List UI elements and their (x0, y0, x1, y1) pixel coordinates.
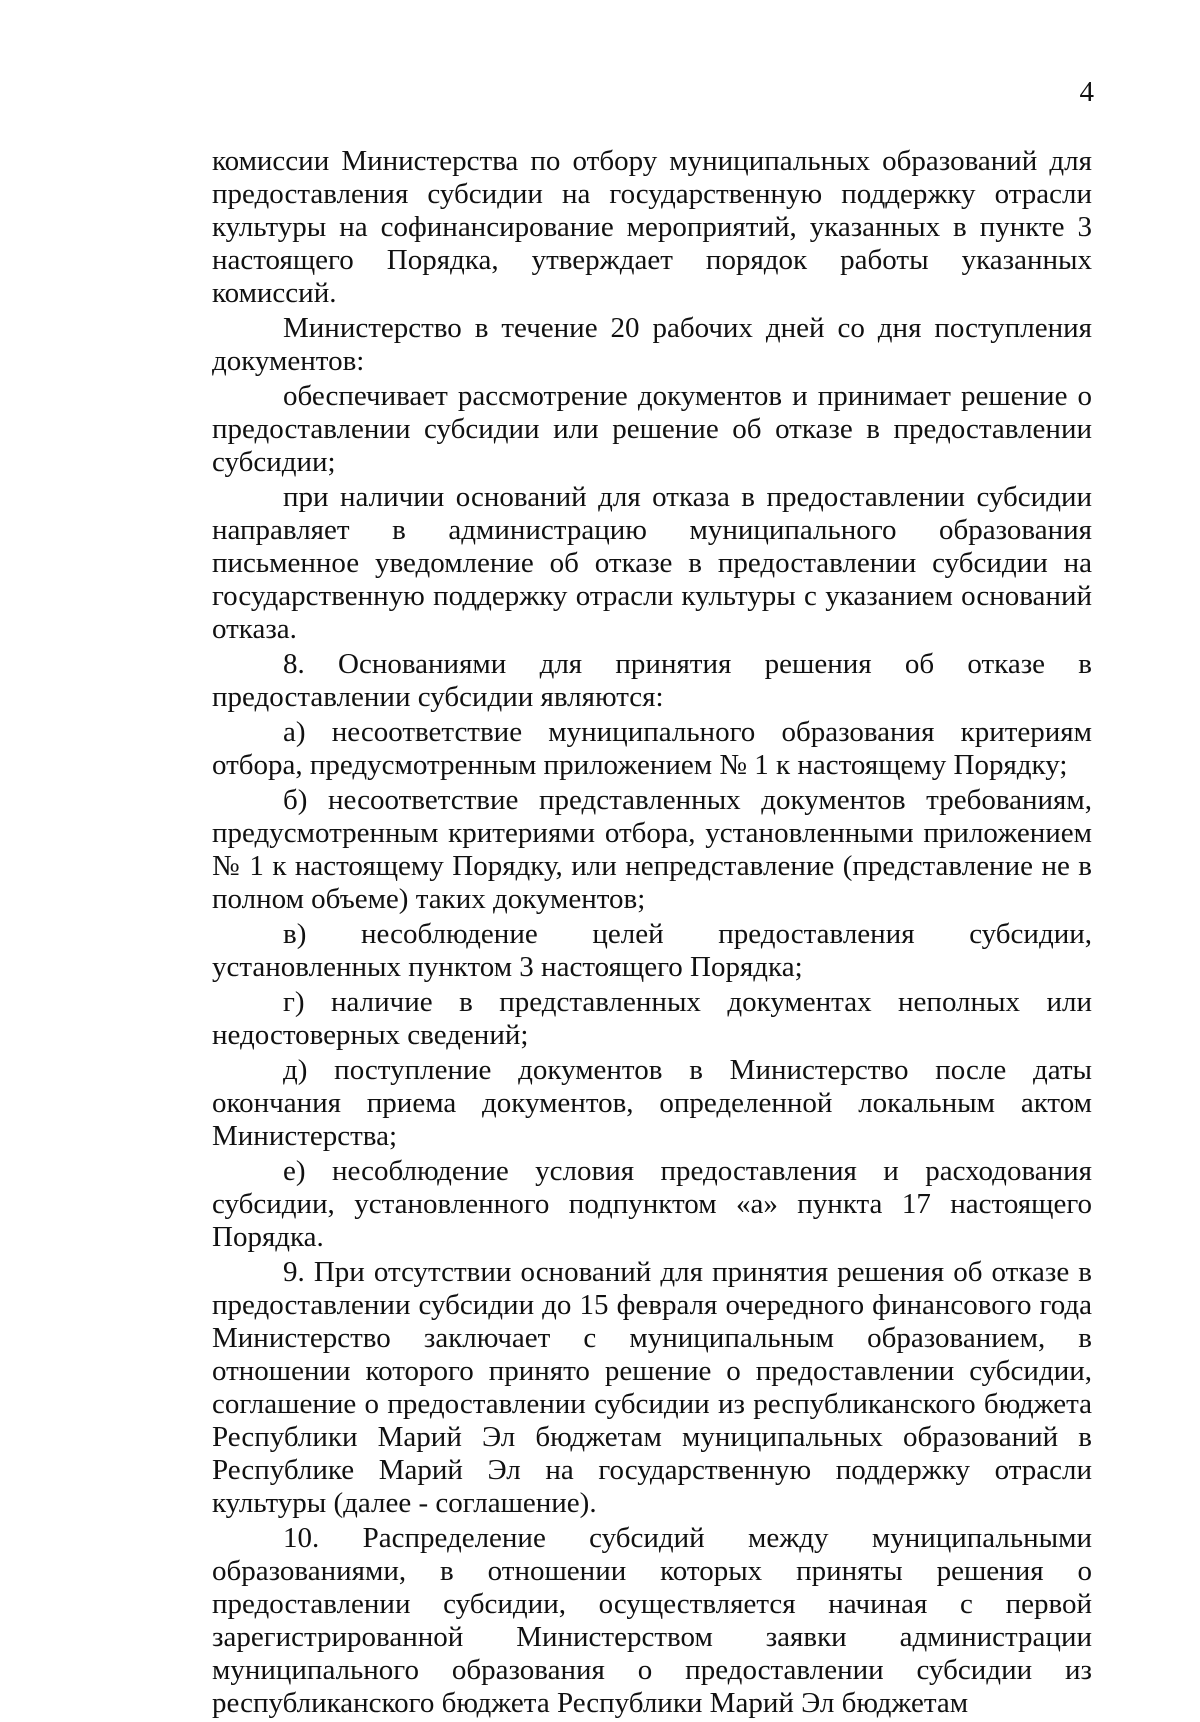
paragraph: б) несоответствие представленных документов требованиям, предусмотренным критериями отбора, установленными приложением № 1 к настоящему Порядку, или непредставление (представление не в полном объеме) таких документов; (212, 784, 1092, 915)
paragraph: д) поступление документов в Министерство после даты окончания приема документов, определенной локальным актом Министерства; (212, 1054, 1092, 1152)
paragraph: 8. Основаниями для принятия решения об отказе в предоставлении субсидии являются: (212, 648, 1092, 713)
page-number: 4 (1079, 76, 1094, 108)
paragraph: обеспечивает рассмотрение документов и принимает решение о предоставлении субсидии или решение об отказе в предоставлении субсидии; (212, 380, 1092, 478)
paragraph: 10. Распределение субсидий между муниципальными образованиями, в отношении которых приняты решения о предоставлении субсидии, осуществляется начиная с первой зарегистрированной Министерством заявки администрации муниципального образования о предоставлении субсидии из республиканского бюджета Республики Марий Эл бюджетам (212, 1522, 1092, 1719)
paragraph: г) наличие в представленных документах неполных или недостоверных сведений; (212, 986, 1092, 1051)
paragraph: е) несоблюдение условия предоставления и расходования субсидии, установленного подпунктом «а» пункта 17 настоящего Порядка. (212, 1155, 1092, 1253)
document-body (212, 145, 1092, 1722)
paragraph: комиссии Министерства по отбору муниципальных образований для предоставления субсидии на государственную поддержку отрасли культуры на софинансирование мероприятий, указанных в пункте 3 настоящего Порядка, утверждает порядок работы указанных комиссий. (212, 145, 1092, 309)
paragraph: в) несоблюдение целей предоставления субсидии, установленных пунктом 3 настоящего Порядка; (212, 918, 1092, 983)
paragraph: а) несоответствие муниципального образования критериям отбора, предусмотренным приложением № 1 к настоящему Порядку; (212, 716, 1092, 781)
paragraph: при наличии оснований для отказа в предоставлении субсидии направляет в администрацию муниципального образования письменное уведомление об отказе в предоставлении субсидии на государственную поддержку отрасли культуры с указанием оснований отказа. (212, 481, 1092, 645)
paragraph: Министерство в течение 20 рабочих дней со дня поступления документов: (212, 312, 1092, 377)
paragraph: 9. При отсутствии оснований для принятия решения об отказе в предоставлении субсидии до 15 февраля очередного финансового года Министерство заключает с муниципальным образованием, в отношении которого принято решение о предоставлении субсидии, соглашение о предоставлении субсидии из республиканского бюджета Республики Марий Эл бюджетам муниципальных образований в Республике Марий Эл на государственную поддержку отрасли культуры (далее - соглашение). (212, 1256, 1092, 1519)
